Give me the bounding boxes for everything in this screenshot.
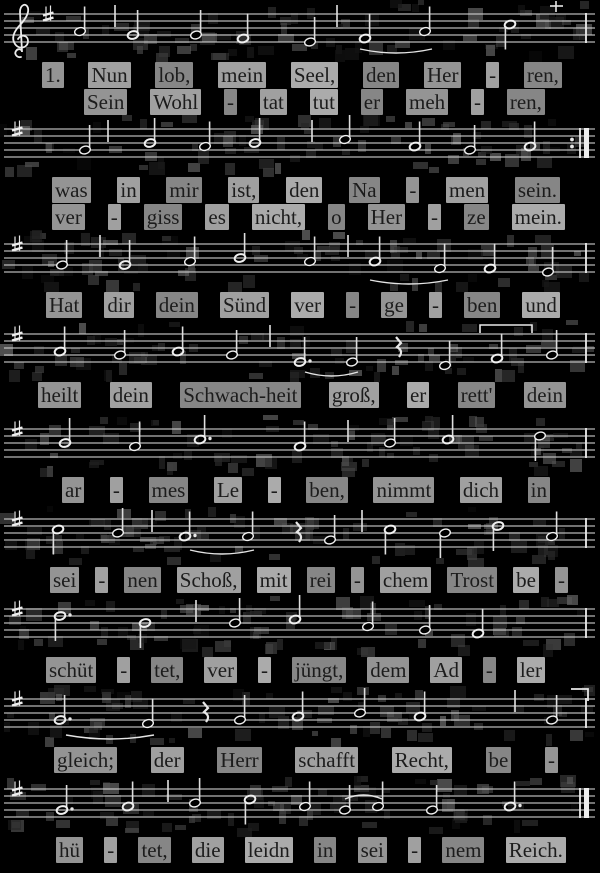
staff-system-4 [0,320,600,382]
lyric-word: und [522,292,560,318]
lyric-word: die [192,837,224,863]
lyric-word: ben, [306,477,348,503]
lyric-word: giss [144,204,183,230]
lyric-word: sei [50,567,79,593]
lyric-word: tet, [151,657,183,683]
system-9 [0,775,600,873]
system-3 [0,230,600,320]
lyric-word: Schoß, [177,567,241,593]
lyric-word: - [428,204,441,230]
lyric-word: mein [218,62,266,88]
lyric-word: jüngt, [292,657,346,683]
lyric-word: dem [367,657,409,683]
lyric-word: Wohl [150,89,201,115]
staff-system-5 [0,415,600,477]
lyric-word: Trost [447,567,497,593]
system-2 [0,115,600,230]
lyric-word: ver [291,292,324,318]
lyric-word: ver [204,657,237,683]
system-4 [0,320,600,415]
lyric-word: tat [260,89,287,115]
lyric-word: dein [524,382,566,408]
lyric-word: tut [310,89,338,115]
lyric-line-5 [0,477,600,504]
lyric-word: - [117,657,130,683]
lyric-word: - [429,292,442,318]
lyric-word: ist, [228,177,259,203]
lyric-word: rett' [458,382,496,408]
lyric-word: o [328,204,345,230]
lyric-line-4 [0,382,600,409]
lyric-word: er [407,382,429,408]
lyric-word: - [110,477,123,503]
system-8 [0,685,600,775]
lyric-line-1b [0,89,600,116]
lyric-word: meh [406,89,448,115]
staff-system-9 [0,775,600,837]
lyric-line-8 [0,747,600,774]
lyric-line-1a [0,62,600,89]
lyric-word: Nun [88,62,130,88]
lyric-word: - [483,657,496,683]
lyric-word: in [528,477,550,503]
lyric-word: sei [358,837,387,863]
lyric-word: - [545,747,558,773]
lyric-word: - [351,567,364,593]
lyric-word: heilt [38,382,81,408]
staff-system-1 [0,0,600,62]
lyric-line-2b [0,204,600,231]
lyric-word: ben [464,292,500,318]
lyric-word: - [95,567,108,593]
lyric-line-3 [0,292,600,319]
lyric-word: dir [104,292,133,318]
lyric-word: - [471,89,484,115]
lyric-word: be [513,567,539,593]
lyric-word: rei [307,567,335,593]
lyric-word: Hat [46,292,82,318]
lyric-word: Le [214,477,242,503]
lyric-word: in [314,837,336,863]
lyric-word: mes [149,477,189,503]
lyric-line-9 [0,837,600,864]
system-7 [0,595,600,685]
staff-system-2 [0,115,600,177]
lyric-line-7 [0,657,600,684]
lyric-word: - [408,837,421,863]
lyric-word: - [108,204,121,230]
system-1 [0,0,600,115]
system-6 [0,505,600,595]
lyric-word: chem [380,567,431,593]
lyric-word: tet, [138,837,170,863]
lyric-word: groß, [329,382,379,408]
lyric-word: men [446,177,488,203]
lyric-word: - [346,292,359,318]
lyric-word: Recht, [392,747,452,773]
lyric-word: den [363,62,399,88]
lyric-word: - [224,89,237,115]
lyric-word: leidn [245,837,293,863]
system-5 [0,415,600,505]
lyric-word: Sünd [220,292,269,318]
lyric-word: schafft [295,747,358,773]
lyric-word: lob, [155,62,193,88]
lyric-word: den [286,177,322,203]
lyric-word: ren, [524,62,562,88]
lyric-word: dich [460,477,502,503]
staff-system-6 [0,505,600,567]
lyric-word: - [258,657,271,683]
lyric-word: - [268,477,281,503]
lyric-word: Sein [84,89,127,115]
lyric-word: - [555,567,568,593]
lyric-word: nicht, [252,204,305,230]
lyric-word: dein [110,382,152,408]
lyric-word: ler [517,657,545,683]
lyric-word: was [52,177,91,203]
lyric-word: Seel, [291,62,338,88]
lyric-word: Reich. [506,837,566,863]
lyric-word: nimmt [373,477,434,503]
lyric-word: Her [424,62,461,88]
lyric-word: be [486,747,512,773]
lyric-word: er [361,89,383,115]
lyric-word: mein. [512,204,565,230]
lyric-word: sein. [515,177,560,203]
lyric-word: ar [62,477,84,503]
lyric-line-2a [0,177,600,204]
lyric-word: Na [349,177,380,203]
lyric-word: der [151,747,184,773]
lyric-word: mit [257,567,291,593]
lyric-word: - [486,62,499,88]
lyric-word: in [117,177,139,203]
lyric-word: ge [381,292,407,318]
quarter-note [339,115,351,144]
lyric-word: - [104,837,117,863]
lyric-word: - [406,177,419,203]
staff-system-7 [0,595,600,657]
lyric-line-6 [0,567,600,594]
lyric-word: dein [156,292,198,318]
lyric-word: nen [124,567,160,593]
lyric-word: Herr [217,747,261,773]
quarter-note [189,778,201,808]
lyric-word: gleich; [54,747,117,773]
lyric-word: ren, [507,89,545,115]
half-note [442,415,454,444]
lyric-word: 1. [42,62,64,88]
lyric-word: schüt [46,657,96,683]
lyric-word: Schwach-heit [180,382,300,408]
staff-system-8 [0,685,600,747]
lyric-word: mir [166,177,201,203]
lyric-word: hü [56,837,83,863]
lyric-word: Her [368,204,405,230]
lyric-word: ze [464,204,489,230]
staff-system-3 [0,230,600,292]
lyric-word: nem [442,837,484,863]
lyric-word: Ad [430,657,462,683]
lyric-word: es [205,204,229,230]
lyric-word: ver [52,204,85,230]
quarter-note [439,528,451,558]
